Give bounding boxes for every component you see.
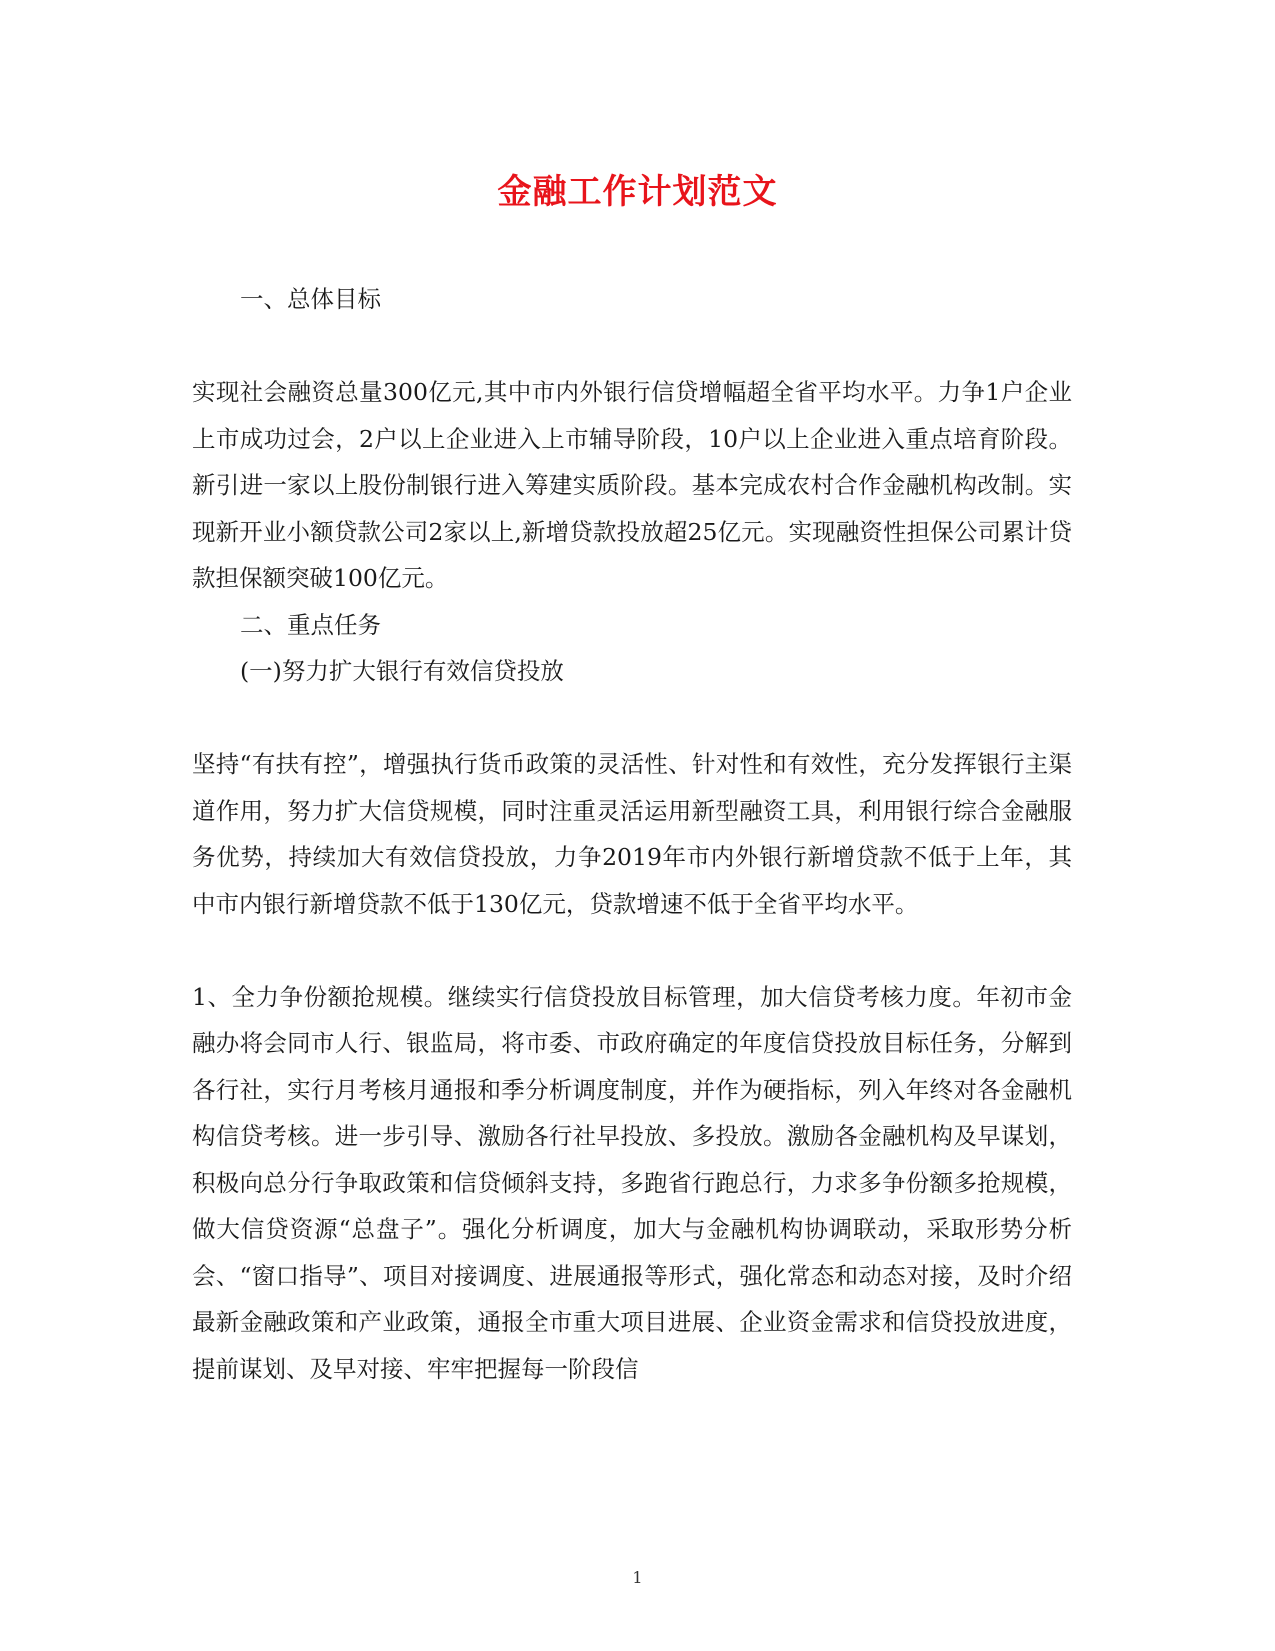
paragraph-overall-goals: 实现社会融资总量300亿元,其中市内外银行信贷增幅超全省平均水平。力争1户企业上市成功过会，2户以上企业进入上市辅导阶段，10户以上企业进入重点培育阶段。新引进一家以上股份制银行进入筹建实质阶段。基本完成农村合作金融机构改制。实现新开业小额贷款公司2家以上,新增贷款投放超25亿元。实现融资性担保公司累计贷款担保额突破100亿元。 — [192, 378, 1072, 592]
section-heading-key-tasks: 二、重点任务 — [240, 610, 381, 639]
paragraph-credit-policy: 坚持“有扶有控”，增强执行货币政策的灵活性、针对性和有效性，充分发挥银行主渠道作用，努力扩大信贷规模，同时注重灵活运用新型融资工具，利用银行综合金融服务优势，持续加大有效信贷投放，力争2019年市内外银行新增贷款不低于上年，其中市内银行新增贷款不低于130亿元，贷款增速不低于全省平均水平。 — [192, 750, 1072, 918]
document-body — [192, 276, 1072, 1392]
paragraph-item-1: 1、全力争份额抢规模。继续实行信贷投放目标管理，加大信贷考核力度。年初市金融办将会同市人行、银监局，将市委、市政府确定的年度信贷投放目标任务，分解到各行社，实行月考核月通报和季分析调度制度，并作为硬指标，列入年终对各金融机构信贷考核。进一步引导、激励各行社早投放、多投放。激励各金融机构及早谋划，积极向总分行争取政策和信贷倾斜支持，多跑省行跑总行，力求多争份额多抢规模，做大信贷资源“总盘子”。强化分析调度，加大与金融机构协调联动，采取形势分析会、“窗口指导”、项目对接调度、进展通报等形式，强化常态和动态对接，及时介绍最新金融政策和产业政策，通报全市重大项目进展、企业资金需求和信贷投放进度，提前谋划、及早对接、牢牢把握每一阶段信 — [192, 982, 1072, 1383]
page-number: 1 — [632, 1568, 643, 1587]
section-heading-overall-goals: 一、总体目标 — [240, 285, 381, 313]
document-title: 金融工作计划范文 — [497, 172, 778, 212]
subsection-heading-credit: (一)努力扩大银行有效信贷投放 — [240, 657, 564, 685]
